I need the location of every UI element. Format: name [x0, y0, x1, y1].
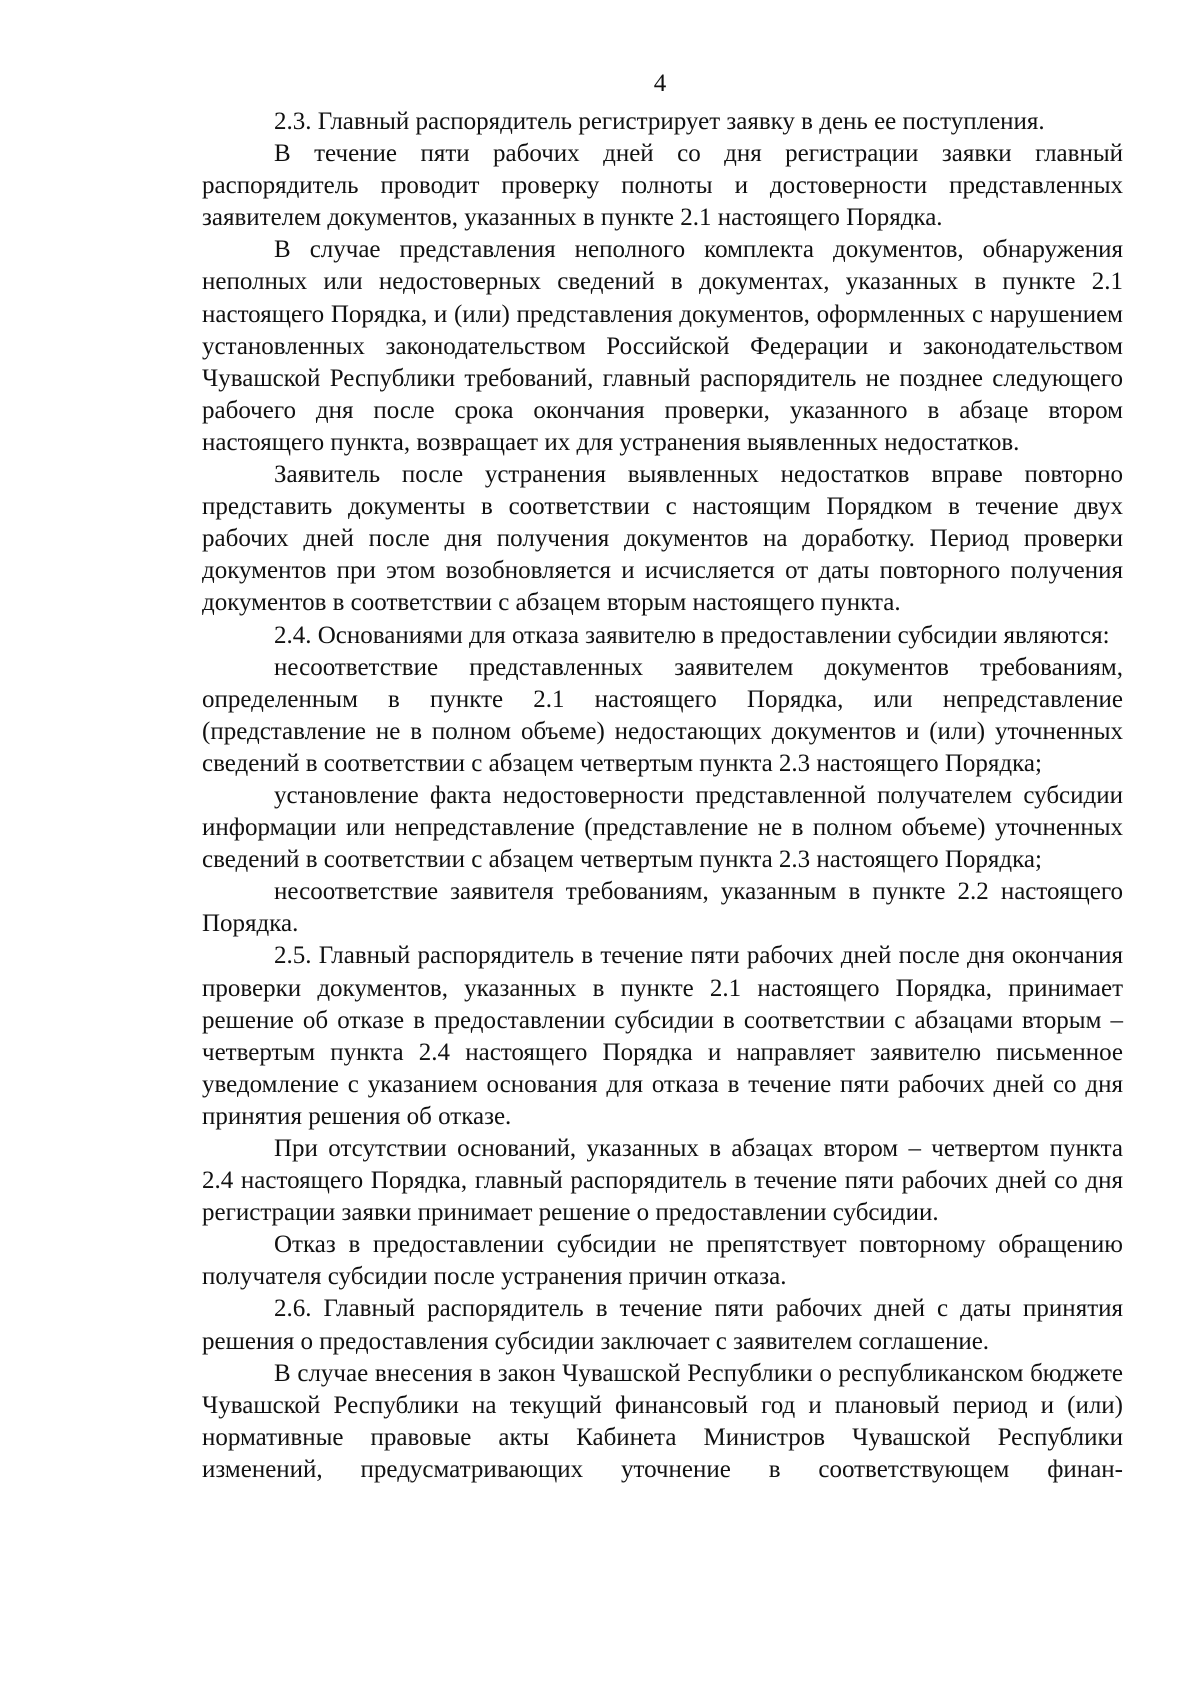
paragraph-refusal-ground-2: установление факта недостоверности представленной получателем субсидии информации или непредставление (представление не в полном объеме) уточненных сведений в соответствии с абзацем четвертым пункта 2.3 настоящего Порядка;	[202, 781, 1123, 874]
paragraph-refusal-ground-3: несоответствие заявителя требованиям, указанным в пункте 2.2 настоящего Порядка.	[202, 878, 1123, 938]
paragraph-2-5: 2.5. Главный распорядитель в течение пяти рабочих дней после дня окончания проверки документов, указанных в пункте 2.1 настоящего Порядка, принимает решение об отказе в предоставлении субсидии в соответствии с абзацами вторым – четвертым пункта 2.4 настоящего Порядка и направляет заявителю письменное уведомление с указанием основания для отказа в течение пяти рабочих дней со дня принятия решения об отказе.	[202, 942, 1123, 1130]
paragraph-refusal-ground-1: несоответствие представленных заявителем документов требованиям, определенным в пункте 2.1 настоящего Порядка, или непредставление (представление не в полном объеме) недостающих документов и (или) уточненных сведений в соответствии с абзацем четвертым пункта 2.3 настоящего Порядка;	[202, 653, 1123, 777]
paragraph-check-period: В течение пяти рабочих дней со дня регистрации заявки главный распорядитель проводит проверку полноты и достоверности представленных заявителем документов, указанных в пункте 2.1 настоящего Порядка.	[202, 140, 1123, 232]
document-body	[202, 106, 1123, 1486]
paragraph-no-grounds: При отсутствии оснований, указанных в абзацах втором – четвертом пункта 2.4 настоящего Порядка, главный распорядитель в течение пяти рабочих дней со дня регистрации заявки принимает решение о предоставлении субсидии.	[202, 1135, 1123, 1227]
paragraph-repeat-appeal: Отказ в предоставлении субсидии не препятствует повторному обращению получателя субсидии после устранения причин отказа.	[202, 1231, 1123, 1291]
paragraph-2-4: 2.4. Основаниями для отказа заявителю в предоставлении субсидии являются:	[274, 621, 1110, 649]
paragraph-budget-changes: В случае внесения в закон Чувашской Республики о республиканском бюджете Чувашской Республики на текущий финансовый год и плановый период и (или) нормативные правовые акты Кабинета Министров Чувашской Республики изменений, предусматривающих уточнение в соответствующем финан-	[202, 1359, 1123, 1483]
paragraph-resubmission: Заявитель после устранения выявленных недостатков вправе повторно представить документы в соответствии с настоящим Порядком в течение двух рабочих дней после дня получения документов на доработку. Период проверки документов при этом возобновляется и исчисляется от даты повторного получения документов в соответствии с абзацем вторым настоящего пункта.	[202, 461, 1123, 617]
paragraph-2-3: 2.3. Главный распорядитель регистрирует заявку в день ее поступления.	[274, 108, 1045, 135]
paragraph-2-6: 2.6. Главный распорядитель в течение пяти рабочих дней с даты принятия решения о предоставления субсидии заключает с заявителем соглашение.	[202, 1295, 1123, 1355]
paragraph-incomplete-documents: В случае представления неполного комплекта документов, обнаружения неполных или недостоверных сведений в документах, указанных в пункте 2.1 настоящего Порядка, и (или) представления документов, оформленных с нарушением установленных законодательством Российской Федерации и законодательством Чувашской Республики требований, главный распорядитель не позднее следующего рабочего дня после срока окончания проверки, указанного в абзаце втором настоящего пункта, возвращает их для устранения выявленных недостатков.	[202, 236, 1123, 456]
page-number: 4	[653, 70, 667, 97]
